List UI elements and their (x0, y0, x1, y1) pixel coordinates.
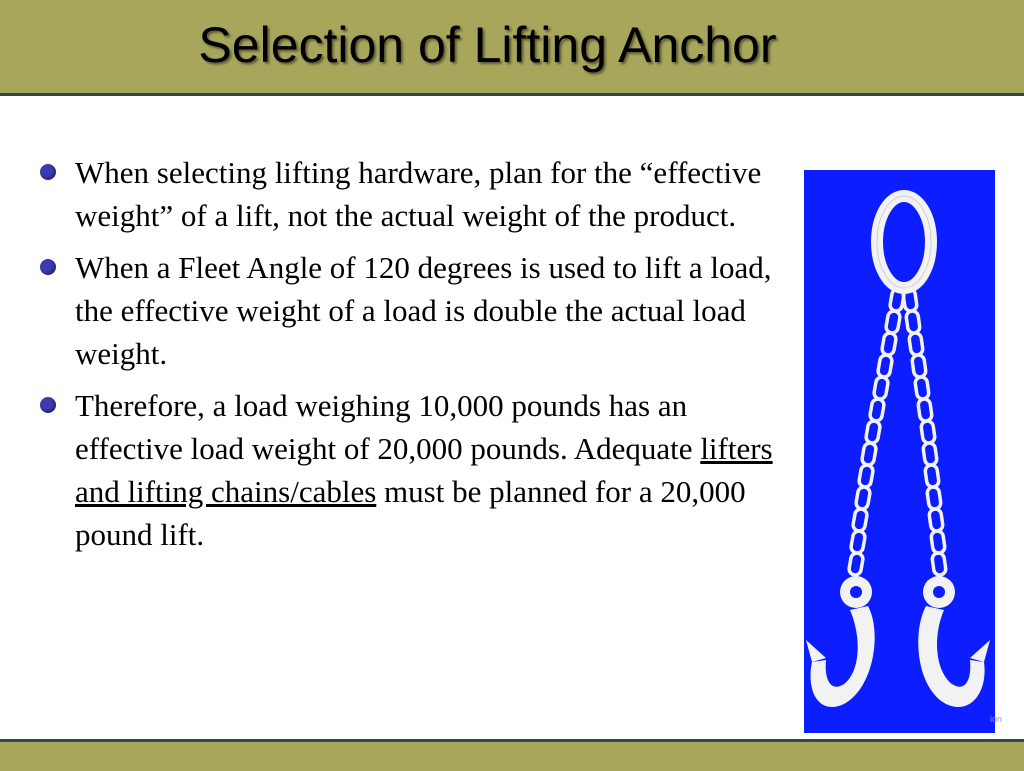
lifters-chains-link[interactable]: lifters and lifting chains/cables (75, 431, 773, 509)
bullet-item (40, 151, 802, 237)
watermark-text: ion (990, 714, 1003, 724)
bullet-dot-icon (40, 397, 56, 413)
right-chain (903, 288, 947, 575)
left-hook-icon (806, 576, 875, 707)
bullet-text-post: must be planned for a 20,000 pound lift. (75, 474, 746, 552)
title-band (0, 0, 1024, 96)
bullet-text: When selecting lifting hardware, plan for the “effective weight” of a lift, not the actual weight of the product. (75, 155, 762, 233)
bullet-dot-icon (40, 164, 56, 180)
right-hook-icon (918, 576, 990, 707)
bullet-item (40, 384, 802, 556)
slide-title: Selection of Lifting Anchor (198, 17, 777, 73)
chain-sling-icon (804, 170, 995, 733)
bullet-item (40, 246, 802, 375)
chain-sling-picture (804, 170, 995, 733)
left-chain (848, 288, 905, 576)
bullet-text: When a Fleet Angle of 120 degrees is used to lift a load, the effective weight of a load is double the actual load weight. (75, 250, 772, 371)
bullet-list (40, 151, 802, 565)
bullet-dot-icon (40, 259, 56, 275)
bullet-text-pre: Therefore, a load weighing 10,000 pounds has an effective load weight of 20,000 pounds. Adequate (75, 388, 701, 466)
bottom-band (0, 739, 1024, 771)
